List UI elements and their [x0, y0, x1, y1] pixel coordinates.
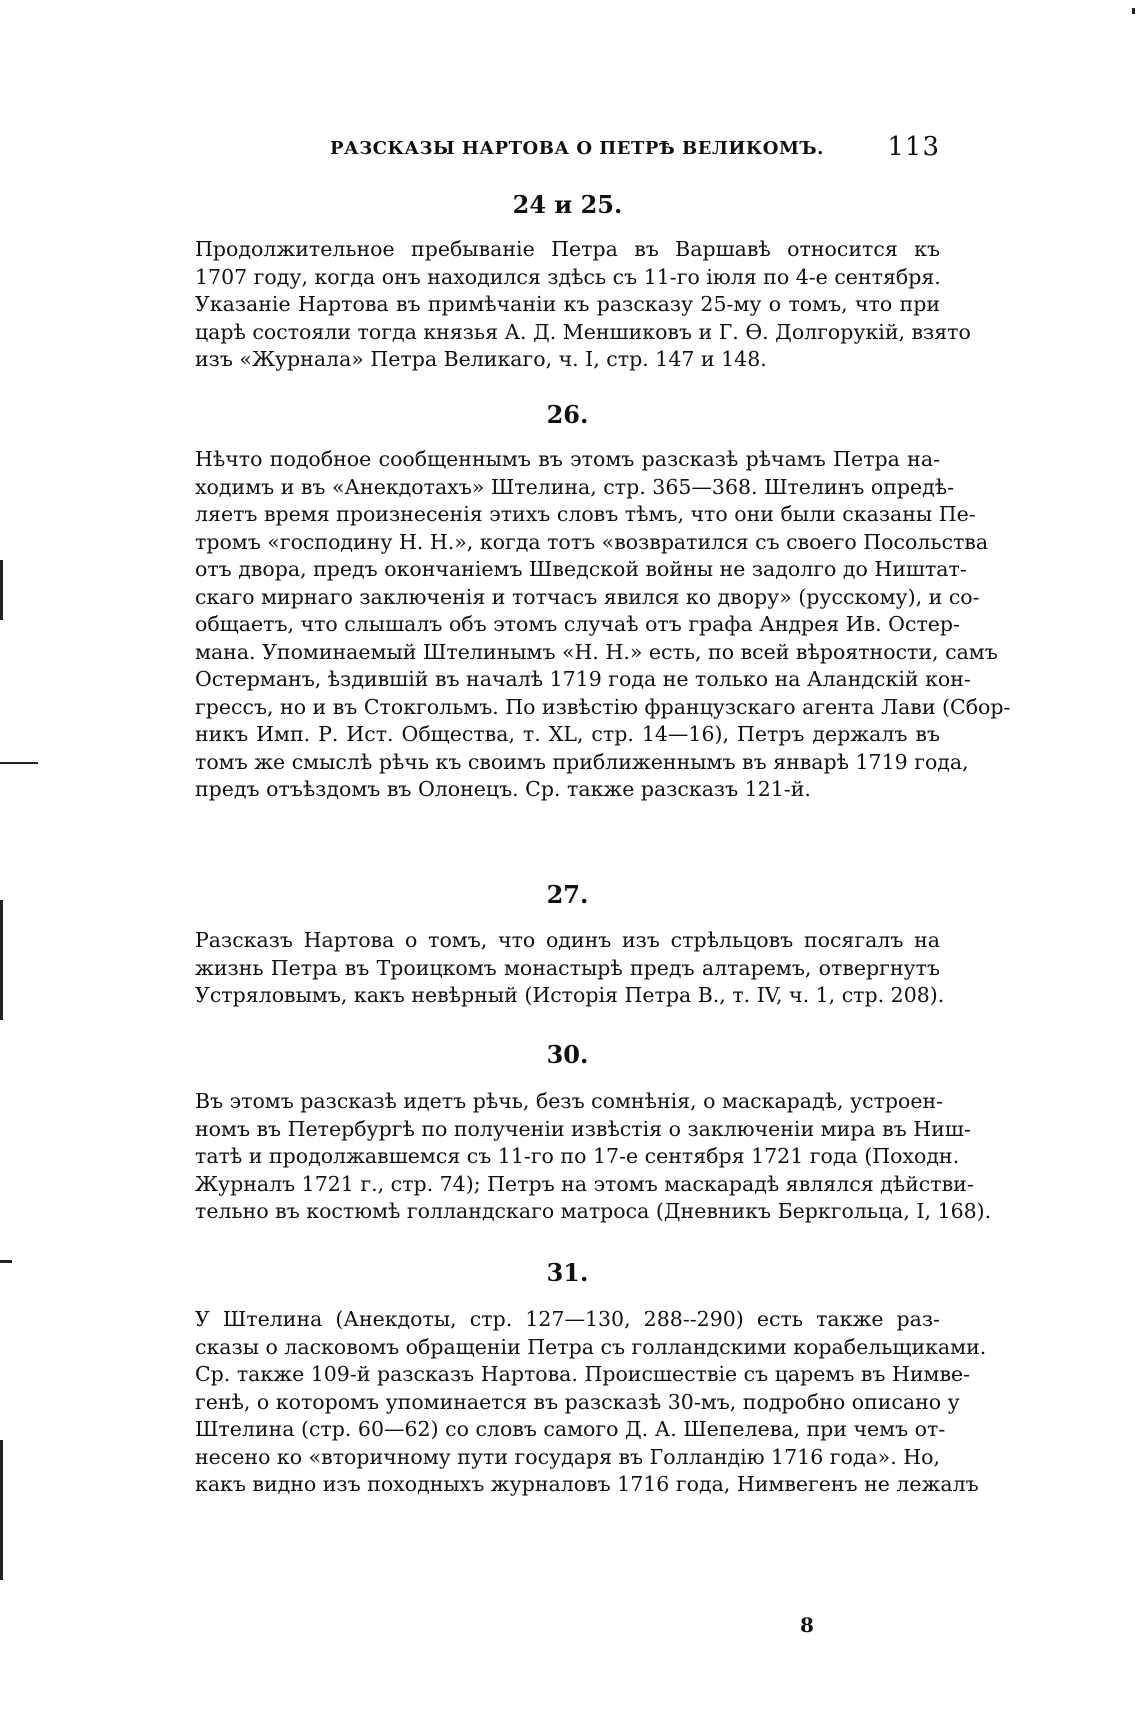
section-heading: 27. — [546, 880, 589, 909]
text-line: Штелина (стр. 60—62) со словъ самого Д. А. Шепелева, при чемъ от- — [195, 1417, 946, 1441]
text-line: тельно въ костюмѣ голландскаго матроса (Дневникъ Беркгольца, I, 168). — [195, 1199, 992, 1223]
text-line: несено ко «вторичному пути государя въ Голландію 1716 года». Но, — [195, 1444, 940, 1469]
text-line: отъ двора, предъ окончаніемъ Шведской войны не задолго до Ништат- — [195, 557, 967, 581]
running-head — [195, 132, 940, 168]
text-line: Остерманъ, ѣздившій въ началѣ 1719 года не только на Аландскій кон- — [195, 667, 971, 691]
text-line: Въ этомъ разсказѣ идетъ рѣчь, безъ сомнѣнія, о маскарадѣ, устроен- — [195, 1089, 944, 1113]
section-paragraph — [195, 236, 971, 374]
scan-edge-mark — [1132, 8, 1135, 14]
text-line: царѣ состояли тогда князья А. Д. Меншиковъ и Г. Ѳ. Долгорукій, взято — [195, 319, 971, 344]
text-line: У Штелина (Анекдоты, стр. 127—130, 288--290) есть также раз- — [195, 1307, 940, 1331]
text-line: какъ видно изъ походныхъ журналовъ 1716 года, Нимвегенъ не лежалъ — [195, 1472, 979, 1496]
section-paragraph — [195, 927, 945, 1010]
text-line: жизнь Петра въ Троицкомъ монастырѣ предъ алтаремъ, отвергнутъ — [195, 955, 940, 980]
scan-edge-mark — [0, 1440, 3, 1580]
text-line: Разсказъ Нартова о томъ, что одинъ изъ стрѣльцовъ посягалъ на — [195, 928, 940, 952]
section-heading: 24 и 25. — [512, 190, 623, 219]
text-line: грессъ, но и въ Стокгольмъ. По извѣстію французскаго агента Лави (Сбор- — [195, 694, 1011, 719]
text-line: ходимъ и въ «Анекдотахъ» Штелина, стр. 365—368. Штелинъ опредѣ- — [195, 474, 955, 499]
scan-edge-mark — [0, 560, 3, 620]
scan-edge-mark — [0, 762, 38, 764]
text-line: ляетъ время произнесенія этихъ словъ тѣмъ, что они были сказаны Пе- — [195, 502, 976, 526]
scan-edge-mark — [0, 1260, 12, 1263]
text-line: сказы о ласковомъ обращеніи Петра съ голландскими корабельщиками. — [195, 1334, 987, 1359]
text-line: томъ же смыслѣ рѣчь къ своимъ приближеннымъ въ январѣ 1719 года, — [195, 749, 969, 774]
text-line: скаго мирнаго заключенія и тотчасъ явился ко двору» (русскому), и со- — [195, 584, 980, 609]
section-paragraph — [195, 446, 1011, 804]
text-line: Журналъ 1721 г., стр. 74); Петръ на этомъ маскарадѣ являлся дѣйстви- — [195, 1171, 974, 1196]
text-line: предъ отъѣздомъ въ Олонецъ. Ср. также разсказъ 121-й. — [195, 777, 811, 801]
text-line: мана. Упоминаемый Штелинымъ «Н. Н.» есть, по всей вѣроятности, самъ — [195, 639, 998, 664]
text-line: генѣ, о которомъ упоминается въ разсказѣ 30-мъ, подробно описано у — [195, 1389, 960, 1414]
text-line: Ср. также 109-й разсказъ Нартова. Происшествіе съ царемъ въ Нимве- — [195, 1362, 971, 1386]
section-paragraph — [195, 1306, 987, 1499]
text-line: Продолжительное пребываніе Петра въ Варшавѣ относится къ — [195, 237, 940, 261]
text-line: Устряловымъ, какъ невѣрный (Исторія Петра В., т. IV, ч. 1, стр. 208). — [195, 983, 945, 1007]
page-number: 113 — [887, 132, 940, 162]
text-line: изъ «Журнала» Петра Великаго, ч. I, стр. 147 и 148. — [195, 347, 767, 371]
section-heading: 26. — [546, 400, 589, 429]
signature-mark: 8 — [800, 1613, 814, 1637]
section-paragraph — [195, 1088, 992, 1226]
section-heading: 31. — [546, 1258, 589, 1287]
section-heading: 30. — [546, 1040, 589, 1069]
text-line: номъ въ Петербургѣ по полученіи извѣстія о заключеніи мира въ Ниш- — [195, 1116, 971, 1141]
running-title: РАЗСКАЗЫ НАРТОВА О ПЕТРѢ ВЕЛИКОМЪ. — [330, 138, 824, 159]
scan-edge-mark — [0, 900, 3, 1020]
text-line: татѣ и продолжавшемся съ 11-го по 17-е сентября 1721 года (Походн. — [195, 1144, 960, 1168]
text-line: Нѣчто подобное сообщеннымъ въ этомъ разсказѣ рѣчамъ Петра на- — [195, 447, 940, 471]
text-line: никъ Имп. Р. Ист. Общества, т. XL, стр. 14—16), Петръ держалъ въ — [195, 722, 940, 746]
text-line: тромъ «господину Н. Н.», когда тотъ «возвратился съ своего Посольства — [195, 529, 989, 554]
text-line: 1707 году, когда онъ находился здѣсь съ 11-го іюля по 4-е сентября. — [195, 264, 941, 289]
text-line: общаетъ, что слышалъ объ этомъ случаѣ отъ графа Андрея Ив. Остер- — [195, 612, 960, 636]
text-line: Указаніе Нартова въ примѣчаніи къ разсказу 25-му о томъ, что при — [195, 292, 940, 316]
